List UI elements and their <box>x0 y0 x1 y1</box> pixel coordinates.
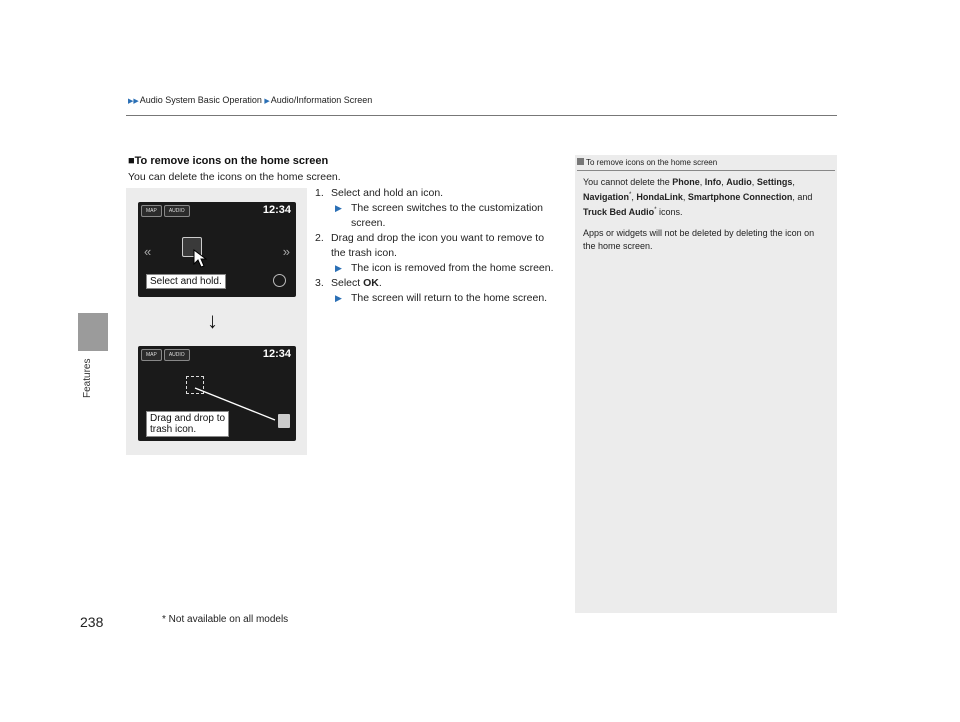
notes-term: Navigation <box>583 192 630 202</box>
step-3 <box>315 276 560 306</box>
side-tab-marker <box>78 313 108 351</box>
notes-body <box>583 176 828 253</box>
notes-text: You cannot delete the <box>583 177 673 187</box>
audio-tab: AUDIO <box>164 205 190 217</box>
breadcrumb-arrow-icon: ▶ <box>264 98 270 105</box>
down-arrow-icon: ↓ <box>207 308 218 333</box>
notes-term: Audio <box>726 177 752 187</box>
section-intro: You can delete the icons on the home screen. <box>128 171 341 183</box>
footnote-star: * <box>654 207 657 213</box>
step-result-text: The icon is removed from the home screen. <box>351 262 554 274</box>
breadcrumb <box>128 95 372 105</box>
chevron-right-icon: » <box>282 244 290 259</box>
footnote: * Not available on all models <box>162 614 289 625</box>
step-result <box>335 201 560 231</box>
notes-text: , <box>699 177 705 187</box>
step-text: Select <box>331 277 364 289</box>
page-number: 238 <box>80 614 104 630</box>
notes-text: , and <box>792 192 813 202</box>
result-arrow-icon: ▶ <box>335 263 342 273</box>
menu-icon <box>273 274 286 287</box>
notes-term: HondaLink <box>636 192 683 202</box>
clock: 12:34 <box>262 204 291 216</box>
notes-heading-text: To remove icons on the home screen <box>586 158 718 167</box>
header-rule <box>126 115 837 116</box>
notes-term: Info <box>704 177 722 187</box>
audio-tab: AUDIO <box>164 349 190 361</box>
step-list <box>315 186 560 306</box>
section-heading: ■To remove icons on the home screen <box>128 155 329 167</box>
result-arrow-icon: ▶ <box>335 293 342 303</box>
cursor-arrow-icon <box>192 248 210 270</box>
step-number: 3. <box>315 277 324 289</box>
notes-paragraph <box>583 176 828 219</box>
step-result <box>335 291 560 306</box>
notes-heading <box>577 158 717 167</box>
callout-select-hold: Select and hold. <box>146 274 226 289</box>
step-number: 1. <box>315 187 324 199</box>
notes-text: , <box>631 192 637 202</box>
notes-term: Smartphone Connection <box>687 192 793 202</box>
callout-drag-drop <box>146 411 229 437</box>
step-text-end: . <box>378 277 382 289</box>
callout-line: trash icon. <box>150 424 197 435</box>
notes-text: icons. <box>656 207 683 217</box>
step-result <box>335 261 560 276</box>
notes-rule <box>577 170 835 171</box>
callout-line: Drag and drop to <box>150 413 226 424</box>
step-1 <box>315 186 560 231</box>
note-bullet-icon <box>577 158 584 165</box>
clock: 12:34 <box>262 348 291 360</box>
notes-text: , <box>721 177 727 187</box>
notes-term: Phone <box>672 177 700 187</box>
result-arrow-icon: ▶ <box>335 203 342 213</box>
notes-term: Settings <box>756 177 793 187</box>
notes-text: , <box>751 177 755 187</box>
step-2 <box>315 231 560 276</box>
breadcrumb-item[interactable]: Audio System Basic Operation <box>139 95 262 105</box>
footnote-star: * <box>629 192 632 198</box>
notes-term: Truck Bed Audio <box>583 207 655 217</box>
step-result-text: The screen will return to the home screen. <box>351 292 548 304</box>
map-tab: MAP <box>141 349 162 361</box>
side-tab-label: Features <box>82 358 93 398</box>
step-text: Select and hold an icon. <box>331 187 444 199</box>
notes-paragraph: Apps or widgets will not be deleted by deleting the icon on the home screen. <box>583 228 815 251</box>
map-tab: MAP <box>141 205 162 217</box>
breadcrumb-item[interactable]: Audio/Information Screen <box>270 95 373 105</box>
trash-icon <box>278 414 290 428</box>
notes-text: , <box>792 177 795 187</box>
step-text: Drag and drop the icon you want to remove to the trash icon. <box>331 232 545 259</box>
breadcrumb-arrow-icon: ▶▶ <box>128 98 139 105</box>
step-number: 2. <box>315 232 324 244</box>
ok-label: OK <box>363 277 379 289</box>
step-result-text: The screen switches to the customization screen. <box>351 202 544 229</box>
notes-text: , <box>682 192 688 202</box>
chevron-left-icon: « <box>144 244 152 259</box>
